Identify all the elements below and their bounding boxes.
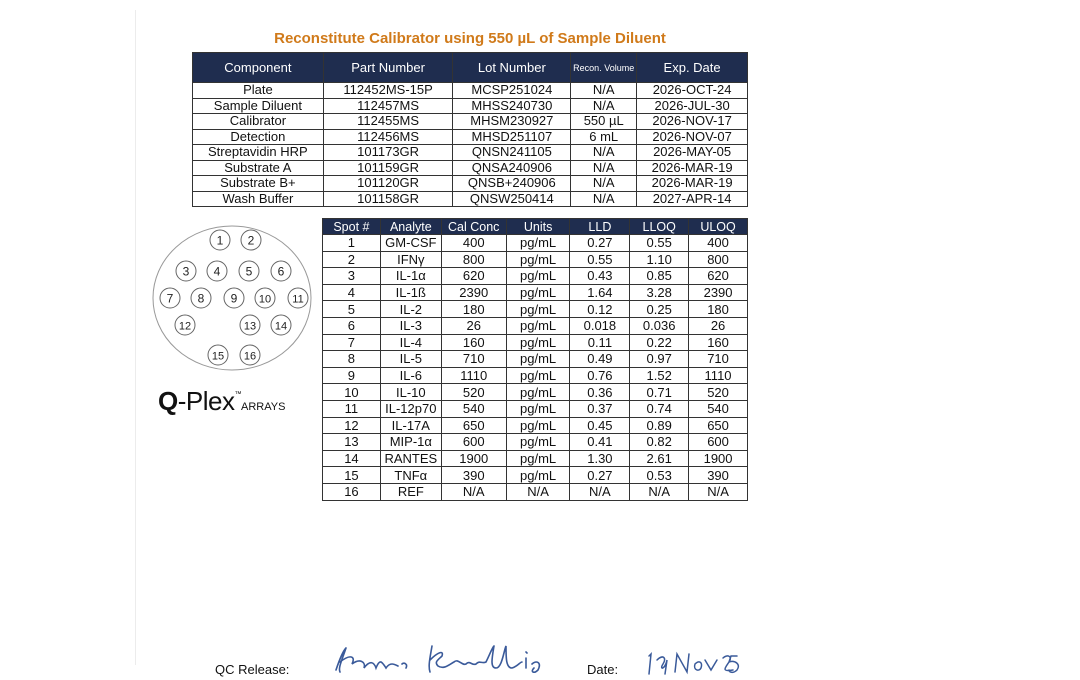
spot-marker-2: [241, 230, 261, 250]
spot-cell: 160: [689, 334, 748, 351]
component-cell: MCSP251024: [453, 83, 571, 99]
spot-cell: pg/mL: [506, 351, 570, 368]
table-row: [323, 483, 748, 500]
spot-marker-9: [224, 288, 244, 308]
spot-cell: 9: [323, 367, 381, 384]
component-cell: 112456MS: [323, 129, 453, 145]
component-cell: N/A: [571, 98, 637, 114]
spot-cell: IL-6: [380, 367, 441, 384]
spot-cell: 0.27: [570, 235, 630, 252]
spot-cell: 0.36: [570, 384, 630, 401]
spot-cell: 8: [323, 351, 381, 368]
component-cell: Substrate B+: [193, 176, 324, 192]
table-row: [323, 367, 748, 384]
component-cell: 2026-NOV-07: [637, 129, 748, 145]
table-row: [323, 417, 748, 434]
spot-cell: 180: [689, 301, 748, 318]
component-cell: 101120GR: [323, 176, 453, 192]
spot-cell: 26: [689, 317, 748, 334]
spot-cell: 0.85: [630, 268, 689, 285]
spot-cell: 1.64: [570, 284, 630, 301]
spot-cell: 0.37: [570, 400, 630, 417]
spot-cell: 2: [323, 251, 381, 268]
spot-cell: 620: [441, 268, 506, 285]
spot-cell: pg/mL: [506, 417, 570, 434]
spot-cell: 0.49: [570, 351, 630, 368]
spot-label: 9: [230, 291, 238, 306]
spot-label: 14: [274, 320, 288, 333]
spot-cell: pg/mL: [506, 317, 570, 334]
spot-cell: 800: [689, 251, 748, 268]
component-cell: Sample Diluent: [193, 98, 324, 114]
spot-cell: 0.74: [630, 400, 689, 417]
spot-marker-16: [240, 345, 260, 365]
spot-cell: 800: [441, 251, 506, 268]
spot-cell: IL-5: [380, 351, 441, 368]
component-cell: 2026-NOV-17: [637, 114, 748, 130]
spot-cell: 1900: [689, 450, 748, 467]
spot-cell: 1.52: [630, 367, 689, 384]
spot-cell: 1: [323, 235, 381, 252]
spot-cell: pg/mL: [506, 450, 570, 467]
spot-cell: 1110: [441, 367, 506, 384]
table-row: [323, 268, 748, 285]
component-cell: Substrate A: [193, 160, 324, 176]
spot-cell: 3.28: [630, 284, 689, 301]
table-row: [323, 434, 748, 451]
spot-cell: 390: [441, 467, 506, 484]
spot-cell: pg/mL: [506, 251, 570, 268]
spot-cell: REF: [380, 483, 441, 500]
spot-cell: N/A: [506, 483, 570, 500]
spot-cell: 10: [323, 384, 381, 401]
spot-cell: MIP-1α: [380, 434, 441, 451]
component-cell: 112457MS: [323, 98, 453, 114]
spot-cell: 5: [323, 301, 381, 318]
qplex-logo: Q-Plex™ARRAYS: [158, 386, 286, 416]
component-cell: 2026-JUL-30: [637, 98, 748, 114]
component-cell: N/A: [571, 176, 637, 192]
spot-cell: IL-3: [380, 317, 441, 334]
spot-cell: 1.10: [630, 251, 689, 268]
component-cell: 2026-OCT-24: [637, 83, 748, 99]
spot-cell: 0.89: [630, 417, 689, 434]
spot-cell: 0.018: [570, 317, 630, 334]
spot-cell: 0.27: [570, 467, 630, 484]
component-cell: N/A: [571, 160, 637, 176]
page-edge-line: [135, 10, 136, 665]
spot-cell: 0.036: [630, 317, 689, 334]
spots-table: [322, 218, 748, 501]
table-row: [193, 114, 748, 130]
spot-marker-14: [271, 315, 291, 335]
spot-cell: 15: [323, 467, 381, 484]
spot-cell: 1110: [689, 367, 748, 384]
spot-header-0: Spot #: [323, 219, 381, 235]
spot-marker-1: [210, 230, 230, 250]
table-row: [193, 176, 748, 192]
component-cell: 2026-MAY-05: [637, 145, 748, 161]
spot-cell: IL-10: [380, 384, 441, 401]
component-cell: MHSM230927: [453, 114, 571, 130]
spot-cell: TNFα: [380, 467, 441, 484]
spot-cell: 540: [441, 400, 506, 417]
spot-cell: 0.22: [630, 334, 689, 351]
spot-cell: 520: [689, 384, 748, 401]
spot-cell: IL-12p70: [380, 400, 441, 417]
spot-cell: 400: [441, 235, 506, 252]
spot-cell: 0.11: [570, 334, 630, 351]
spot-header-4: LLD: [570, 219, 630, 235]
table-row: [323, 284, 748, 301]
spot-cell: 0.25: [630, 301, 689, 318]
spot-cell: pg/mL: [506, 367, 570, 384]
spot-cell: 0.41: [570, 434, 630, 451]
component-cell: 101173GR: [323, 145, 453, 161]
spot-cell: 400: [689, 235, 748, 252]
spot-cell: IL-2: [380, 301, 441, 318]
spot-cell: IL-17A: [380, 417, 441, 434]
component-cell: Plate: [193, 83, 324, 99]
component-cell: 2026-MAR-19: [637, 160, 748, 176]
component-cell: N/A: [571, 191, 637, 207]
spot-cell: IFNγ: [380, 251, 441, 268]
component-cell: Wash Buffer: [193, 191, 324, 207]
component-cell: 2026-MAR-19: [637, 176, 748, 192]
spot-label: 6: [277, 264, 285, 279]
spot-label: 2: [247, 233, 255, 248]
component-cell: MHSD251107: [453, 129, 571, 145]
spot-label: 1: [216, 233, 224, 248]
spot-label: 3: [182, 264, 190, 279]
spot-cell: 1900: [441, 450, 506, 467]
spot-cell: pg/mL: [506, 301, 570, 318]
spot-cell: 1.30: [570, 450, 630, 467]
spot-label: 13: [243, 320, 257, 333]
spot-label: 4: [213, 264, 221, 279]
table-row: [323, 384, 748, 401]
spot-cell: 0.55: [570, 251, 630, 268]
component-cell: 101159GR: [323, 160, 453, 176]
table-row: [323, 235, 748, 252]
spot-cell: 0.71: [630, 384, 689, 401]
table-row: [323, 334, 748, 351]
component-cell: Calibrator: [193, 114, 324, 130]
spot-cell: 11: [323, 400, 381, 417]
spot-layout-diagram: [150, 225, 315, 375]
spot-cell: pg/mL: [506, 284, 570, 301]
component-cell: 6 mL: [571, 129, 637, 145]
spot-cell: 650: [689, 417, 748, 434]
component-cell: MHSS240730: [453, 98, 571, 114]
component-cell: N/A: [571, 83, 637, 99]
spot-cell: 2390: [441, 284, 506, 301]
spot-header-2: Cal Conc: [441, 219, 506, 235]
page-title: Reconstitute Calibrator using 550 µL of Sample Diluent: [274, 30, 666, 47]
spot-label: 10: [258, 293, 272, 306]
spot-label: 8: [197, 291, 205, 306]
spot-cell: N/A: [630, 483, 689, 500]
spot-cell: IL-1α: [380, 268, 441, 285]
component-cell: 2027-APR-14: [637, 191, 748, 207]
spot-cell: 0.97: [630, 351, 689, 368]
spot-header-1: Analyte: [380, 219, 441, 235]
components-table: [192, 52, 748, 207]
spot-cell: pg/mL: [506, 467, 570, 484]
spot-cell: 26: [441, 317, 506, 334]
table-row: [323, 351, 748, 368]
spot-cell: 7: [323, 334, 381, 351]
spot-cell: 13: [323, 434, 381, 451]
spot-cell: pg/mL: [506, 334, 570, 351]
spot-marker-10: [255, 288, 275, 308]
spot-cell: 600: [441, 434, 506, 451]
spot-marker-13: [240, 315, 260, 335]
component-header-4: Exp. Date: [637, 53, 748, 83]
spot-cell: 540: [689, 400, 748, 417]
spot-cell: 12: [323, 417, 381, 434]
spot-cell: 0.43: [570, 268, 630, 285]
component-header-2: Lot Number: [453, 53, 571, 83]
qc-release-label: QC Release:: [215, 662, 290, 677]
table-row: [193, 129, 748, 145]
spot-cell: 0.76: [570, 367, 630, 384]
spot-cell: 0.53: [630, 467, 689, 484]
component-cell: 112452MS-15P: [323, 83, 453, 99]
spot-header-6: ULOQ: [689, 219, 748, 235]
spot-cell: IL-4: [380, 334, 441, 351]
spot-marker-6: [271, 261, 291, 281]
component-header-3: Recon. Volume: [571, 53, 637, 83]
spot-cell: 600: [689, 434, 748, 451]
spot-cell: 16: [323, 483, 381, 500]
spot-cell: pg/mL: [506, 434, 570, 451]
table-row: [193, 98, 748, 114]
component-cell: 112455MS: [323, 114, 453, 130]
component-header-0: Component: [193, 53, 324, 83]
spot-marker-5: [239, 261, 259, 281]
spot-cell: N/A: [570, 483, 630, 500]
spot-cell: N/A: [689, 483, 748, 500]
spot-cell: IL-1ß: [380, 284, 441, 301]
spot-header-5: LLOQ: [630, 219, 689, 235]
spot-cell: 520: [441, 384, 506, 401]
spot-cell: N/A: [441, 483, 506, 500]
component-cell: 101158GR: [323, 191, 453, 207]
spot-label: 7: [166, 291, 174, 306]
spot-cell: GM-CSF: [380, 235, 441, 252]
spot-cell: 0.82: [630, 434, 689, 451]
component-cell: QNSW250414: [453, 191, 571, 207]
table-row: [323, 317, 748, 334]
spot-label: 15: [211, 350, 225, 363]
spot-label: 12: [178, 320, 192, 333]
table-row: [323, 301, 748, 318]
component-cell: 550 µL: [571, 114, 637, 130]
component-cell: QNSA240906: [453, 160, 571, 176]
spot-cell: pg/mL: [506, 268, 570, 285]
table-row: [323, 467, 748, 484]
component-header-1: Part Number: [323, 53, 453, 83]
table-row: [193, 145, 748, 161]
spot-label: 5: [245, 264, 253, 279]
spot-cell: 180: [441, 301, 506, 318]
spot-cell: 160: [441, 334, 506, 351]
table-row: [323, 400, 748, 417]
spot-marker-8: [191, 288, 211, 308]
spot-header-3: Units: [506, 219, 570, 235]
spot-cell: pg/mL: [506, 384, 570, 401]
spot-cell: 620: [689, 268, 748, 285]
spot-marker-11: [288, 288, 308, 308]
qc-signature: [330, 640, 550, 680]
table-row: [323, 450, 748, 467]
spot-marker-3: [176, 261, 196, 281]
spot-cell: 710: [441, 351, 506, 368]
component-cell: Streptavidin HRP: [193, 145, 324, 161]
component-cell: QNSN241105: [453, 145, 571, 161]
spot-cell: 390: [689, 467, 748, 484]
spot-label: 11: [292, 293, 304, 306]
table-row: [323, 251, 748, 268]
table-row: [193, 83, 748, 99]
spot-cell: 650: [441, 417, 506, 434]
spot-cell: RANTES: [380, 450, 441, 467]
spot-cell: 3: [323, 268, 381, 285]
component-cell: N/A: [571, 145, 637, 161]
table-row: [193, 191, 748, 207]
date-label: Date:: [587, 662, 619, 677]
spot-marker-7: [160, 288, 180, 308]
spot-cell: 0.55: [630, 235, 689, 252]
spot-cell: 2390: [689, 284, 748, 301]
spot-cell: 14: [323, 450, 381, 467]
spot-cell: 0.45: [570, 417, 630, 434]
spot-cell: 710: [689, 351, 748, 368]
spot-cell: 6: [323, 317, 381, 334]
spot-cell: pg/mL: [506, 235, 570, 252]
spot-label: 16: [243, 350, 257, 363]
spot-marker-4: [207, 261, 227, 281]
component-cell: QNSB+240906: [453, 176, 571, 192]
component-cell: Detection: [193, 129, 324, 145]
spot-cell: 2.61: [630, 450, 689, 467]
spot-cell: 0.12: [570, 301, 630, 318]
table-row: [193, 160, 748, 176]
spot-cell: pg/mL: [506, 400, 570, 417]
spot-marker-12: [175, 315, 195, 335]
spot-marker-15: [208, 345, 228, 365]
spot-cell: 4: [323, 284, 381, 301]
